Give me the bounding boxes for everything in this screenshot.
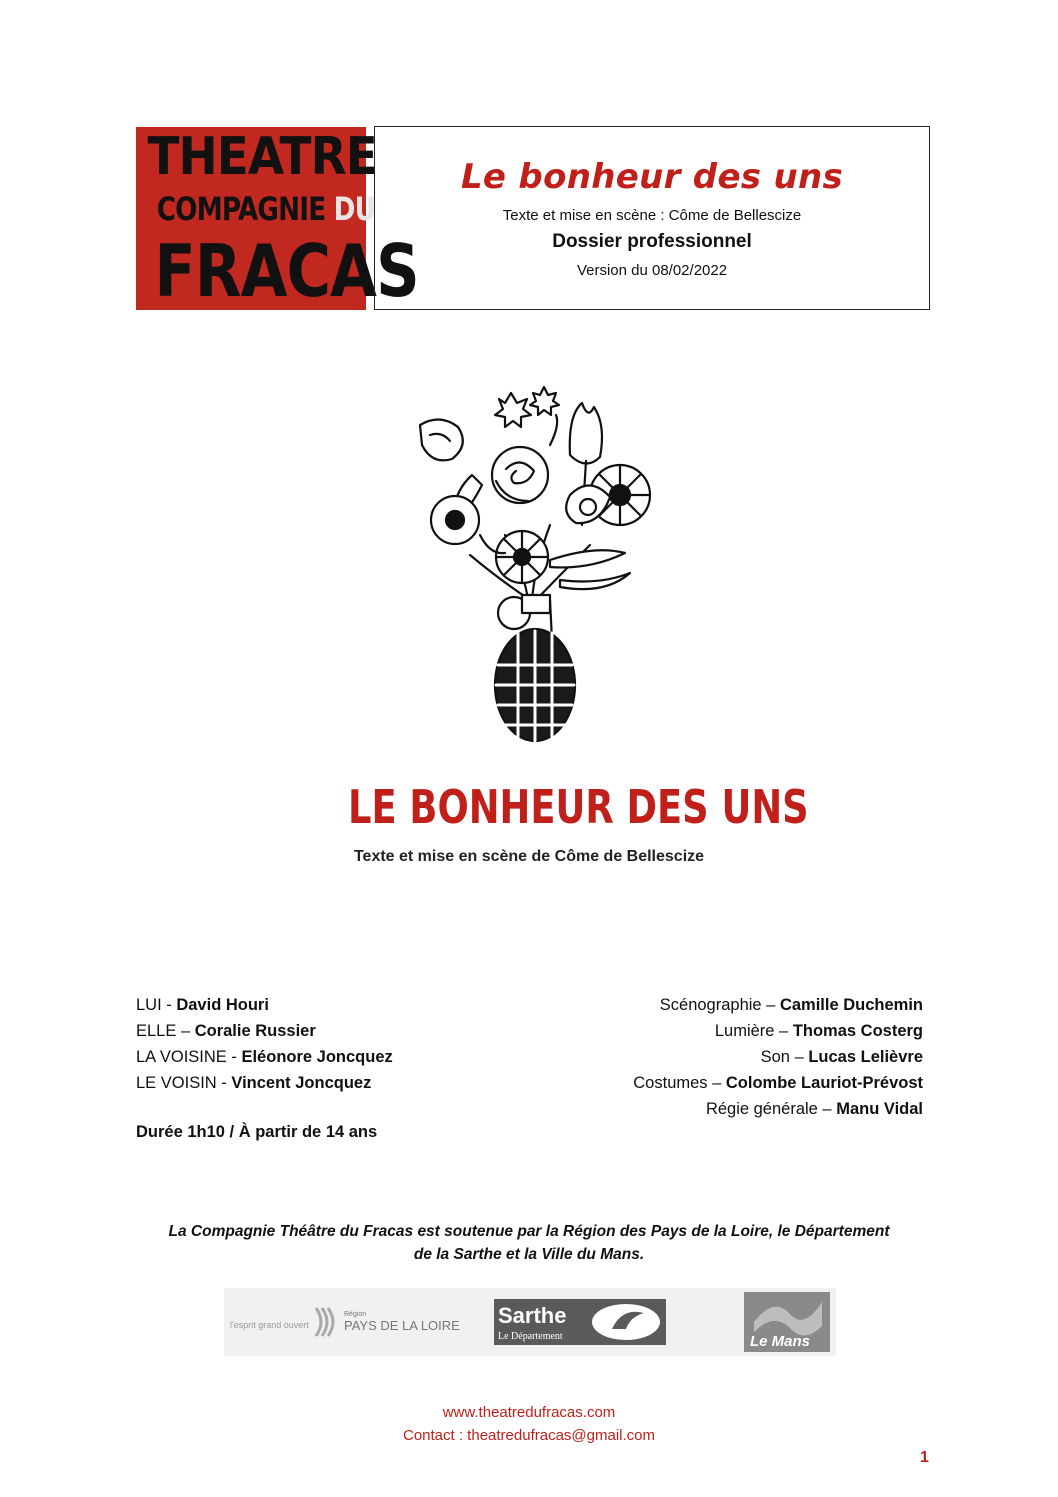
logo-du-text: DU [333, 190, 376, 228]
crew-item: Régie générale – Manu Vidal [705, 1100, 923, 1118]
page-number: 1 [920, 1449, 929, 1466]
sarthe-name: Sarthe [498, 1303, 567, 1328]
support-statement [120, 1220, 938, 1266]
cast-item: ELLE – Coralie Russier [136, 1022, 316, 1040]
cast-item: LUI - David Houri [136, 996, 269, 1014]
cast-list [136, 992, 536, 1096]
logo-compagnie-text: COMPAGNIE [156, 190, 326, 228]
sarthe-sub: Le Département [498, 1331, 563, 1342]
pays-loire-tagline: l'esprit grand ouvert [230, 1320, 309, 1330]
crew-item: Son – Lucas Lelièvre [760, 1048, 923, 1066]
pays-loire-region: Région [344, 1311, 367, 1318]
crew-item: Scénographie – Camille Duchemin [659, 996, 923, 1014]
logo-compagnie-line [156, 190, 376, 228]
document-subtitle: Texte et mise en scène : Côme de Bellescize [502, 207, 802, 224]
crew-item: Costumes – Colombe Lauriot-Prévost [633, 1074, 923, 1092]
poster-title: LE BONHEUR DES UNS [348, 780, 809, 834]
company-logo [136, 127, 419, 313]
website-link[interactable]: www.theatredufracas.com [442, 1404, 616, 1421]
pays-loire-name: PAYS DE LA LOIRE [344, 1318, 460, 1333]
duration-info: Durée 1h10 / À partir de 14 ans [136, 1123, 378, 1141]
crew-list [503, 992, 923, 1122]
sarthe-logo [494, 1299, 666, 1345]
document-title: Le bonheur des uns [460, 157, 844, 197]
le-mans-name: Le Mans [750, 1333, 811, 1350]
poster-subtitle: Texte et mise en scène de Côme de Bellescize [353, 848, 705, 865]
support-line-1: La Compagnie Théâtre du Fracas est soutenue par la Région des Pays de la Loire, le Département [168, 1223, 890, 1240]
document-version: Version du 08/02/2022 [576, 262, 728, 279]
document-type: Dossier professionnel [552, 231, 752, 252]
cast-item: LA VOISINE - Eléonore Joncquez [136, 1048, 393, 1066]
support-line-2: de la Sarthe et la Ville du Mans. [413, 1246, 645, 1263]
le-mans-logo [744, 1292, 830, 1352]
crew-item: Lumière – Thomas Costerg [714, 1022, 923, 1040]
partner-logos [224, 1288, 836, 1356]
bouquet-grenade-illustration [410, 385, 660, 760]
pays-de-la-loire-logo [228, 1302, 460, 1342]
header-box [374, 126, 930, 310]
contact-email[interactable]: Contact : theatredufracas@gmail.com [402, 1427, 655, 1444]
logo-theatre-text: THEATRE [147, 127, 377, 187]
logo-fracas-text: FRACAS [154, 229, 419, 313]
cast-item: LE VOISIN - Vincent Joncquez [136, 1074, 372, 1092]
